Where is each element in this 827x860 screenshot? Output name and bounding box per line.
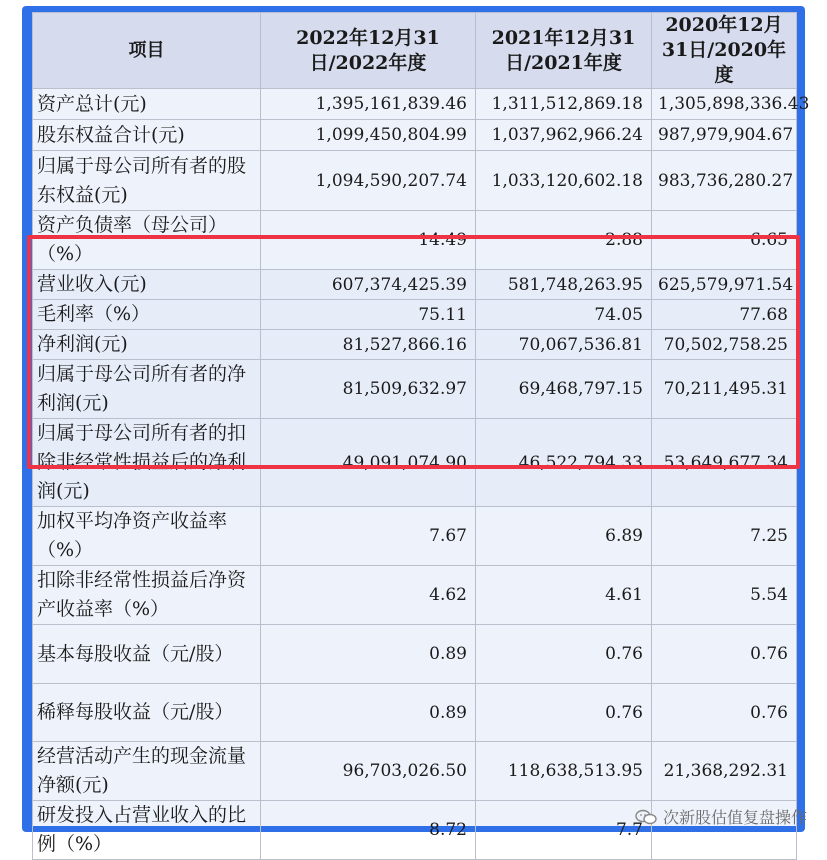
header-2022: 2022年12月31日/2022年度 [261,13,476,89]
cell-2020: 1,305,898,336.43 [652,89,797,120]
cell-2020: 983,736,280.27 [652,151,797,211]
cell-2021: 46,522,794.33 [476,419,652,507]
row-label: 基本每股收益（元/股） [33,625,261,684]
cell-2020: 0.76 [652,684,797,742]
header-item: 项目 [33,13,261,89]
table-row [33,300,797,330]
cell-2021: 74.05 [476,300,652,330]
table-row [33,566,797,625]
table-row [33,625,797,684]
watermark [635,805,807,828]
cell-2022: 8.72 [261,801,476,860]
row-label: 归属于母公司所有者的股东权益(元) [33,151,261,211]
cell-2020: 987,979,904.67 [652,120,797,151]
row-label: 毛利率（%） [33,300,261,330]
row-label: 稀释每股收益（元/股） [33,684,261,742]
cell-2020: 625,579,971.54 [652,270,797,300]
cell-2020: 6.65 [652,211,797,270]
cell-2020: 53,649,677.34 [652,419,797,507]
cell-2022: 1,094,590,207.74 [261,151,476,211]
table-row [33,330,797,360]
cell-2021: 581,748,263.95 [476,270,652,300]
cell-2021: 69,468,797.15 [476,360,652,419]
cell-2020: 21,368,292.31 [652,742,797,801]
row-label: 研发投入占营业收入的比例（%） [33,801,261,860]
cell-2021: 0.76 [476,625,652,684]
cell-2022: 81,509,632.97 [261,360,476,419]
table-row [33,684,797,742]
table-row [33,211,797,270]
cell-2022: 1,099,450,804.99 [261,120,476,151]
table-row [33,742,797,801]
header-2020: 2020年12月31日/2020年度 [652,13,797,89]
cell-2020: 0.76 [652,625,797,684]
cell-2021: 1,033,120,602.18 [476,151,652,211]
cell-2022: 1,395,161,839.46 [261,89,476,120]
row-label: 资产负债率（母公司）（%） [33,211,261,270]
row-label: 净利润(元) [33,330,261,360]
table-row [33,360,797,419]
table-row [33,270,797,300]
cell-2022: 81,527,866.16 [261,330,476,360]
cell-2022: 607,374,425.39 [261,270,476,300]
row-label: 营业收入(元) [33,270,261,300]
row-label: 资产总计(元) [33,89,261,120]
table-row [33,419,797,507]
cell-2021: 6.89 [476,507,652,566]
cell-2021: 4.61 [476,566,652,625]
cell-2020: 5.54 [652,566,797,625]
header-2021: 2021年12月31日/2021年度 [476,13,652,89]
cell-2020: 70,211,495.31 [652,360,797,419]
row-label: 归属于母公司所有者的净利润(元) [33,360,261,419]
row-label: 扣除非经常性损益后净资产收益率（%） [33,566,261,625]
financial-table [32,12,810,860]
watermark-text: 次新股估值复盘操作 [662,808,807,827]
table-row [33,89,797,120]
cell-2021: 118,638,513.95 [476,742,652,801]
cell-2021: 1,037,962,966.24 [476,120,652,151]
cell-2022: 7.67 [261,507,476,566]
cell-2021: 0.76 [476,684,652,742]
wechat-icon [635,809,657,825]
cell-2022: 0.89 [261,625,476,684]
cell-2020: 70,502,758.25 [652,330,797,360]
cell-2022: 96,703,026.50 [261,742,476,801]
cell-2021: 7.7 [476,801,652,860]
financial-table-sheet [32,12,810,855]
cell-2022: 0.89 [261,684,476,742]
cell-2021: 70,067,536.81 [476,330,652,360]
cell-2020: 77.68 [652,300,797,330]
table-row [33,507,797,566]
cell-2022: 4.62 [261,566,476,625]
cell-2021: 2.88 [476,211,652,270]
cell-2021: 1,311,512,869.18 [476,89,652,120]
row-label: 股东权益合计(元) [33,120,261,151]
row-label: 归属于母公司所有者的扣除非经常性损益后的净利润(元) [33,419,261,507]
row-label: 加权平均净资产收益率（%） [33,507,261,566]
cell-2022: 49,091,074.90 [261,419,476,507]
table-row [33,151,797,211]
row-label: 经营活动产生的现金流量净额(元) [33,742,261,801]
table-row [33,120,797,151]
cell-2022: 14.49 [261,211,476,270]
cell-2022: 75.11 [261,300,476,330]
cell-2020: 7.25 [652,507,797,566]
